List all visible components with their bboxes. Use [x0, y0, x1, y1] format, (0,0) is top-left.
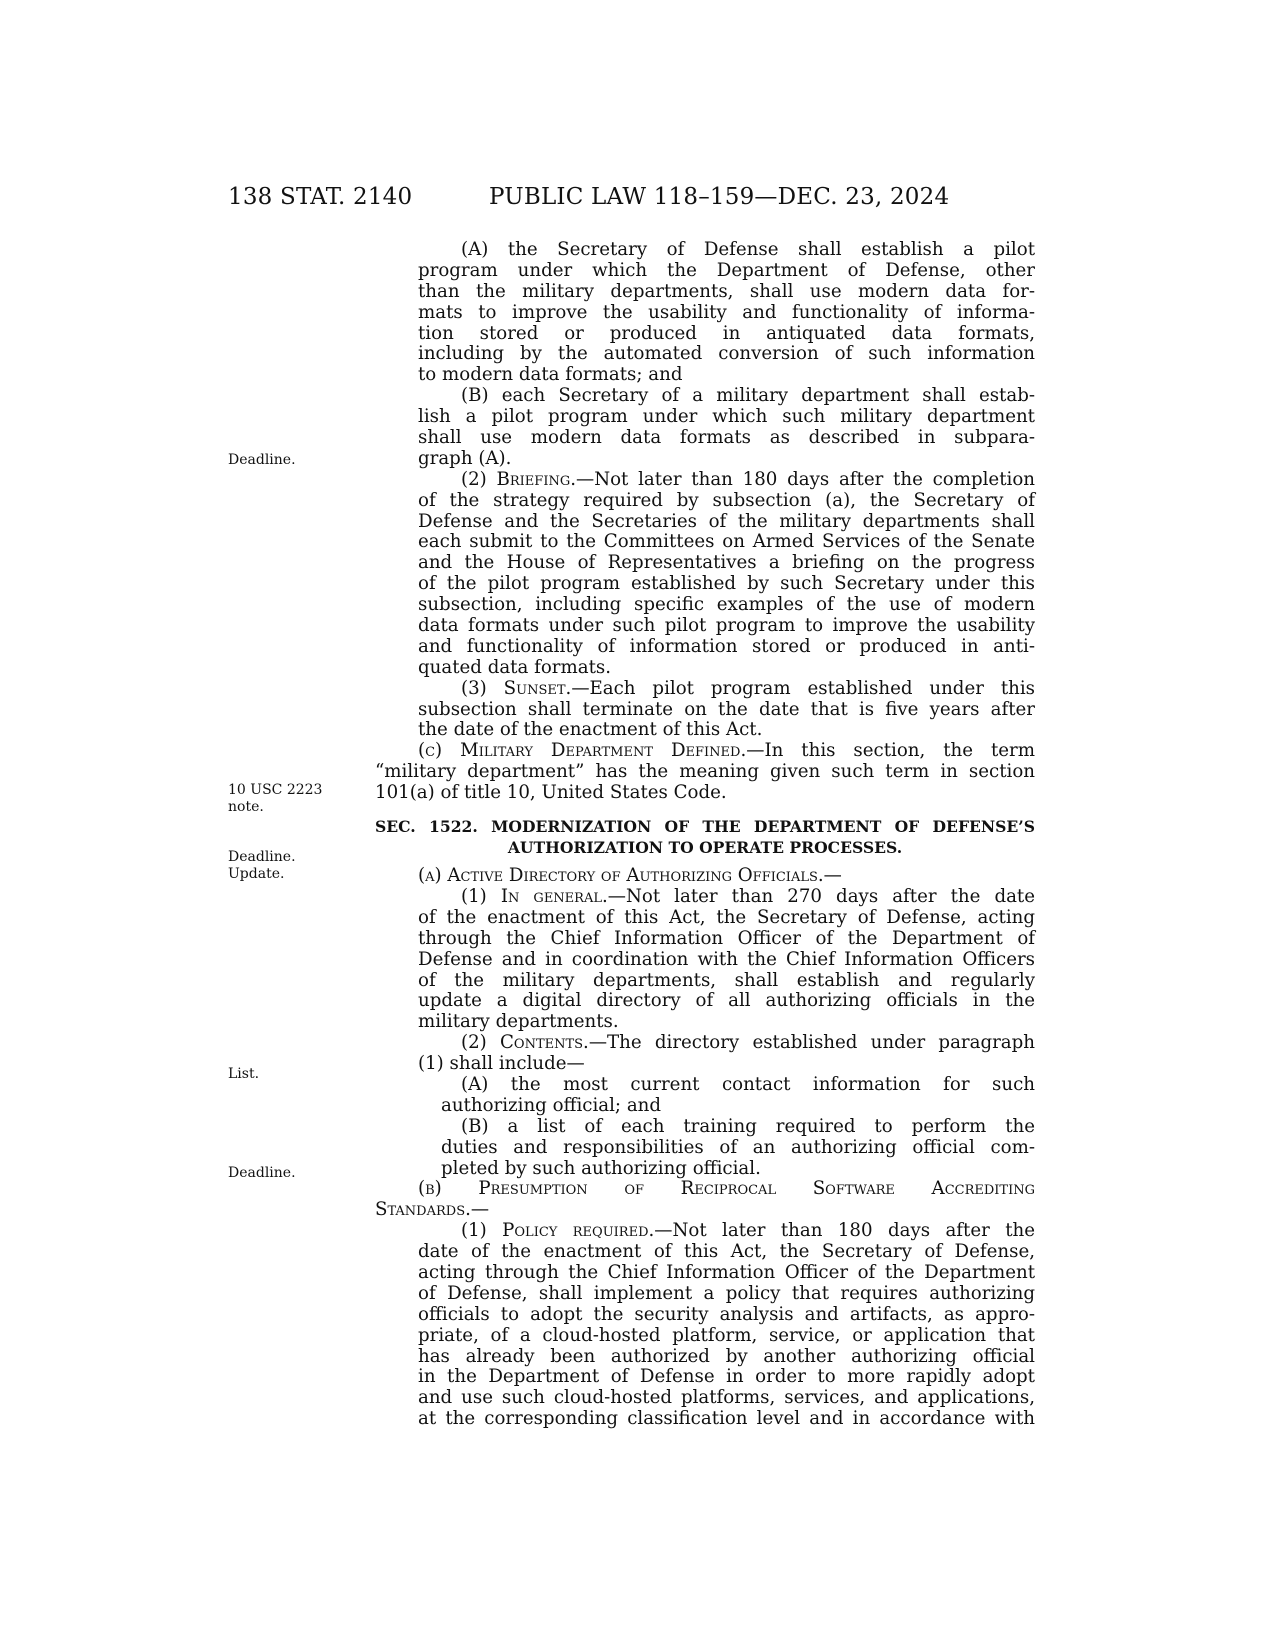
text-line: Defense and in coordination with the Chief Information Officers: [418, 948, 1035, 970]
subsection-c-heading: (c) Military Department Defined.: [418, 740, 747, 762]
text-line: subsection shall terminate on the date that is five years after: [418, 698, 1035, 720]
text-line: of the enactment of this Act, the Secretary of Defense, acting: [418, 906, 1035, 928]
text-line: subsection, including specific examples of the use of modern: [418, 594, 1035, 616]
text-line: [418, 1033, 1035, 1054]
public-law-title: PUBLIC LAW 118–159—DEC. 23, 2024: [489, 184, 950, 210]
text-line: and the House of Representatives a briefing on the progress: [418, 552, 1035, 574]
section-heading: SEC. 1522. MODERNIZATION OF THE DEPARTMENT OF DEFENSE’S: [375, 817, 1035, 837]
text-line: has already been authorized by another authorizing official: [418, 1345, 1035, 1367]
margin-note-deadline: Deadline.: [228, 452, 296, 468]
text-run: —Not later than 180 days after the: [654, 1220, 1035, 1242]
text-line: [375, 866, 1035, 887]
paragraph-a2-B: [375, 1117, 1035, 1180]
subsection-b-heading-continued: Standards.—: [375, 1199, 490, 1221]
margin-note-list: List.: [228, 1066, 260, 1082]
text-line: 101(a) of title 10, United States Code.: [375, 782, 727, 804]
text-line: through the Chief Information Officer of the Department of: [418, 927, 1035, 949]
text-line: data formats under such pilot program to improve the usability: [418, 615, 1035, 637]
paragraph-b1-A: [375, 240, 1035, 386]
text-line: (B) a list of each training required to perform the: [461, 1115, 1035, 1137]
text-line: at the corresponding classification level and in accordance with: [418, 1408, 1035, 1430]
in-general-heading: (1) In general.: [461, 885, 608, 907]
paragraph-b2-briefing: [375, 470, 1035, 679]
text-line: quated data formats.: [418, 656, 612, 678]
text-line: of the pilot program established by such Secretary under this: [418, 573, 1035, 595]
text-line: [375, 741, 1035, 762]
text-line: acting through the Chief Information Officer of the Department: [418, 1261, 1035, 1283]
text-line: lish a pilot program under which such military department: [418, 406, 1035, 428]
statute-body: [375, 240, 1035, 1430]
text-line: (A) the Secretary of Defense shall establish a pilot: [461, 239, 1035, 260]
text-run: —Not later than 180 days after the completion: [576, 468, 1035, 490]
text-run: —The directory established under paragraph: [588, 1032, 1035, 1054]
text-line: [418, 470, 1035, 491]
text-run: —In this section, the term: [746, 740, 1035, 762]
margin-note-deadline-update: Deadline. Update.: [228, 849, 296, 882]
subsection-c: [375, 741, 1035, 804]
text-line: and functionality of information stored or produced in anti-: [418, 635, 1035, 657]
text-line: in the Department of Defense in order to more rapidly adopt: [418, 1366, 1035, 1388]
text-run: —Each pilot program established under this: [571, 677, 1035, 699]
paragraph-b3-sunset: [375, 679, 1035, 742]
text-line: of the strategy required by subsection (a), the Secretary of: [418, 489, 1035, 511]
text-line: of the military departments, shall establish and regularly: [418, 969, 1035, 991]
paragraph-a2-A: [375, 1075, 1035, 1117]
text-line: duties and responsibilities of an authorizing official com-: [441, 1136, 1035, 1158]
text-line: mats to improve the usability and functionality of informa-: [418, 301, 1035, 323]
text-line: [418, 887, 1035, 908]
paragraph-b1-policy-required: [375, 1221, 1035, 1430]
policy-required-heading: (1) Policy required.: [461, 1220, 655, 1242]
text-line: graph (A).: [418, 447, 512, 469]
text-line: including by the automated conversion of such information: [418, 343, 1035, 365]
text-line: pleted by such authorizing official.: [441, 1157, 761, 1179]
text-line: shall use modern data formats as described in subpara-: [418, 427, 1035, 449]
text-run: —Not later than 270 days after the date: [607, 885, 1036, 907]
subsection-a: [375, 866, 1035, 887]
text-line: authorizing official; and: [441, 1094, 662, 1116]
stat-page-number: 138 STAT. 2140: [228, 184, 413, 210]
text-line: (1) shall include—: [418, 1053, 585, 1075]
text-line: the date of the enactment of this Act.: [418, 719, 763, 741]
text-line: officials to adopt the security analysis and artifacts, as appro-: [418, 1303, 1035, 1325]
text-line: of Defense, shall implement a policy that requires authorizing: [418, 1282, 1035, 1304]
text-line: program under which the Department of Defense, other: [418, 259, 1035, 281]
margin-note-usc-citation: 10 USC 2223 note.: [228, 782, 323, 815]
text-line: [418, 1221, 1035, 1242]
paragraph-a2-contents: [375, 1033, 1035, 1075]
sunset-heading: (3) Sunset.: [461, 677, 572, 699]
text-line: update a digital directory of all authorizing officials in the: [418, 990, 1035, 1012]
margin-note-deadline: Deadline.: [228, 1165, 296, 1181]
section-heading-continued: AUTHORIZATION TO OPERATE PROCESSES.: [507, 838, 903, 858]
text-line: tion stored or produced in antiquated data formats,: [418, 322, 1035, 344]
text-line: each submit to the Committees on Armed Services of the Senate: [418, 531, 1035, 553]
text-line: date of the enactment of this Act, the Secretary of Defense,: [418, 1241, 1035, 1263]
text-line: Defense and the Secretaries of the military departments shall: [418, 510, 1035, 532]
text-line: [418, 679, 1035, 700]
subsection-b-heading: (b) Presumption of Reciprocal Software Accrediting: [418, 1178, 1035, 1200]
contents-heading: (2) Contents.: [461, 1032, 589, 1054]
briefing-heading: (2) Briefing.: [461, 468, 576, 490]
text-line: “military department” has the meaning given such term in section: [375, 761, 1035, 783]
text-line: than the military departments, shall use modern data for-: [418, 280, 1035, 302]
text-line: (B) each Secretary of a military department shall estab-: [461, 385, 1035, 407]
text-line: (A) the most current contact information for such: [461, 1073, 1035, 1095]
subsection-a-heading: (a) Active Directory of Authorizing Officials.—: [418, 865, 842, 887]
text-line: military departments.: [418, 1011, 619, 1033]
subsection-b: [375, 1179, 1035, 1221]
text-line: priate, of a cloud-hosted platform, service, or application that: [418, 1324, 1035, 1346]
paragraph-b1-B: [375, 386, 1035, 470]
paragraph-a1-in-general: [375, 887, 1035, 1033]
text-line: and use such cloud-hosted platforms, services, and applications,: [418, 1387, 1035, 1409]
text-line: to modern data formats; and: [418, 364, 683, 386]
